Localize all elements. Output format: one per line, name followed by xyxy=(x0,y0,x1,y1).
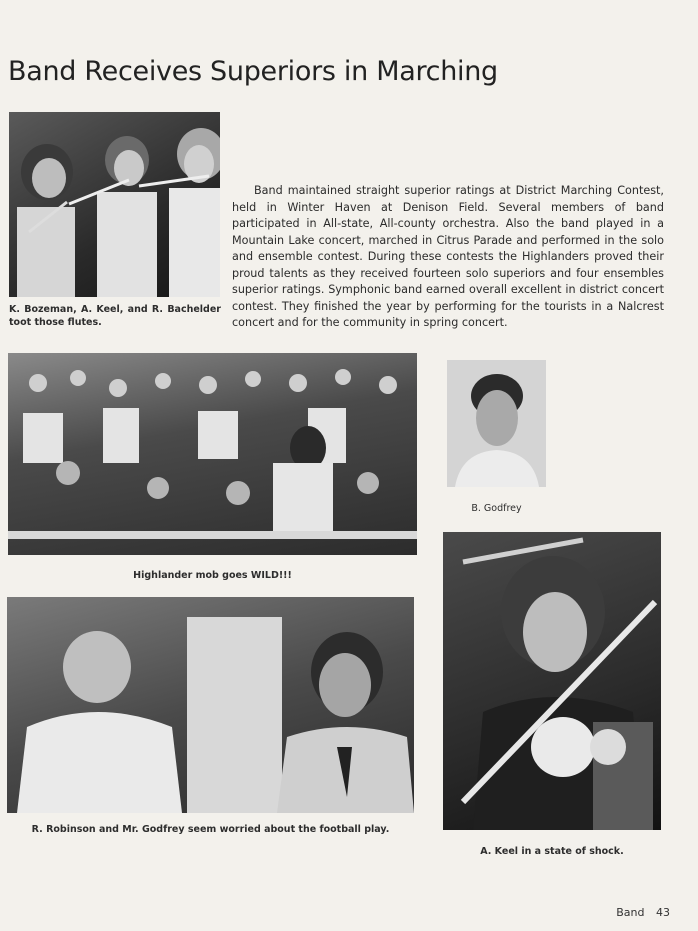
mob-photo-caption: Highlander mob goes WILD!!! xyxy=(133,570,292,581)
highlander-mob-photo xyxy=(8,353,417,555)
godfrey-portrait-photo xyxy=(447,360,546,487)
page-number: 43 xyxy=(656,906,670,919)
keel-flute-photo xyxy=(443,532,661,830)
footer-section-label: Band xyxy=(616,906,645,919)
page-footer xyxy=(616,906,670,919)
worried-spectators-photo xyxy=(7,597,414,813)
article-body: Band maintained straight superior ratings at District Marching Contest, held in Winter Haven at Denison Field. Several members of band participated in All-state, All-county orchestra. Also the band played in a Mountain Lake concert, marched in Citrus Parade and performed in the solo and ensemble contest. During these contests the Highlanders proved their proud talents as they received fourteen solo superiors and four ensembles superior ratings. Symphonic band earned overall excellent in district concert contest. They finished the year by performing for the tourists in a Nalcrest concert and for the community in spring concert. xyxy=(232,184,664,329)
keel-photo-caption: A. Keel in a state of shock. xyxy=(480,846,624,857)
worried-photo-caption: R. Robinson and Mr. Godfrey seem worried about the football play. xyxy=(31,824,390,835)
page-title: Band Receives Superiors in Marching xyxy=(8,56,498,87)
portrait-caption: B. Godfrey xyxy=(471,503,522,514)
flute-players-photo xyxy=(9,112,220,297)
flute-photo-caption: K. Bozeman, A. Keel, and R. Bachelder toot those flutes. xyxy=(9,304,221,328)
